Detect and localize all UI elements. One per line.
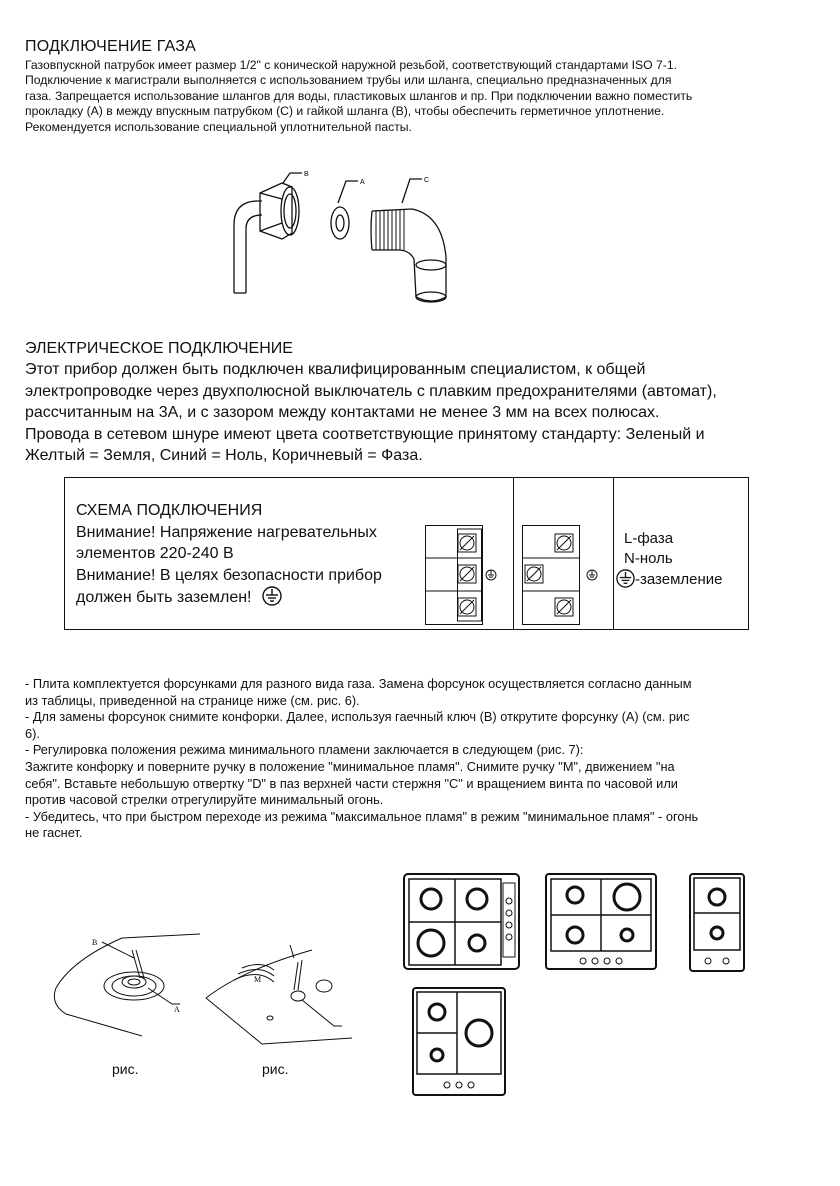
gas-line: Подключение к магистрали выполняется с использованием трубы или шланга, специально предназначенных для xyxy=(25,73,672,88)
terminal-block-1 xyxy=(425,525,505,630)
label-c: C xyxy=(424,177,430,184)
legend-phase: L-фаза xyxy=(624,530,674,547)
scheme-warning-line: Внимание! В целях безопасности прибор xyxy=(76,566,382,584)
gas-line: Рекомендуется использование специальной уплотнительной пасты. xyxy=(25,119,412,134)
notes-line: 6). xyxy=(25,725,40,741)
scheme-warning-line: должен быть заземлен! xyxy=(76,586,382,609)
scheme-warning-line: элементов 220-240 В xyxy=(76,545,234,562)
fig1-label-b: B xyxy=(92,938,98,947)
electric-line: Провода в сетевом шнуре имеют цвета соответствующие принятому стандарту: Зеленый и xyxy=(25,425,705,443)
notes-line: - Для замены форсунок снимите конфорки. Далее, используя гаечный ключ (В) открутите форсунку (А) (см. рис xyxy=(25,709,690,725)
label-b: B xyxy=(304,171,309,178)
gas-line: газа. Запрещается использование шлангов для воды, пластиковых шлангов и пр. При подключении важно поместить xyxy=(25,88,693,103)
electric-line: рассчитанным на 3А, и с зазором между контактами не менее 3 мм на всех полюсах. xyxy=(25,404,660,422)
electric-line: электропроводке через двухполюсной выключатель с плавким предохранителями (автомат), xyxy=(25,382,717,400)
notes-line: из таблицы, приведенной на странице ниже (см. рис. 6). xyxy=(25,692,360,708)
scheme-title: СХЕМА ПОДКЛЮЧЕНИЯ xyxy=(76,502,263,519)
wiring-legend xyxy=(624,529,723,590)
hob-4-burner-side-knobs xyxy=(403,873,521,971)
electric-line: Желтый = Земля, Синий = Ноль, Коричневый = Фаза. xyxy=(25,447,423,465)
hob-2-burner-domino xyxy=(689,873,745,973)
notes-line: не гаснет. xyxy=(25,825,83,841)
scheme-warning-line: Внимание! Напряжение нагревательных xyxy=(76,523,377,541)
notes-line: себя". Вставьте небольшую отвертку "D" в паз верхней части стержня "С" и вращением винта по часовой или xyxy=(25,775,678,791)
gas-fitting-illustration xyxy=(220,165,470,315)
notes-line: Зажгите конфорку и поверните ручку в положение "минимальное пламя". Снимите ручку "М", движением "на xyxy=(25,758,675,774)
electric-paragraph xyxy=(25,359,815,467)
fig1-label-a: A xyxy=(174,1005,180,1014)
terminal-block-2 xyxy=(522,525,607,630)
legend-earth: -заземление xyxy=(616,569,723,590)
fig-caption: рис. xyxy=(262,1061,289,1077)
hob-3-burner xyxy=(412,987,506,1097)
hob-4-burner-front-knobs xyxy=(545,873,657,971)
fig-caption: рис. xyxy=(112,1061,139,1077)
gas-line: Газовпускной патрубок имеет размер 1/2" с конической наружной резьбой, соответствующий стандартами ISO 7-1. xyxy=(25,58,678,72)
gas-paragraph xyxy=(25,58,815,135)
fig2-label-m: M xyxy=(254,975,262,984)
notes-line: - Плита комплектуется форсунками для разного вида газа. Замена форсунок осуществляется согласно данным xyxy=(25,676,692,691)
injector-replacement-figure xyxy=(52,930,202,1040)
notes-line: против часовой стрелки отрегулируйте минимальный огонь. xyxy=(25,792,384,808)
ground-icon xyxy=(616,569,635,588)
notes-line: - Регулировка положения режима минимального пламени заключается в следующем (рис. 7): xyxy=(25,742,584,758)
label-a: A xyxy=(360,179,365,186)
legend-neutral: N-ноль xyxy=(624,550,673,567)
ground-icon xyxy=(262,586,282,606)
gas-line: прокладку (А) в между впускным патрубком (С) и гайкой шланга (В), чтобы обеспечить герметичное уплотнение. xyxy=(25,104,665,119)
gas-section-title: ПОДКЛЮЧЕНИЕ ГАЗА xyxy=(25,38,197,55)
electric-line: Этот прибор должен быть подключен квалифицированным специалистом, к общей xyxy=(25,361,646,378)
notes-paragraph xyxy=(25,676,815,842)
scheme-text xyxy=(76,500,382,609)
min-flame-adjustment-figure xyxy=(202,940,362,1055)
notes-line: - Убедитесь, что при быстром переходе из режима "максимальное пламя" в режим "минимальное пламя" - огонь xyxy=(25,808,699,824)
electric-section-title: ЭЛЕКТРИЧЕСКОЕ ПОДКЛЮЧЕНИЕ xyxy=(25,340,293,357)
